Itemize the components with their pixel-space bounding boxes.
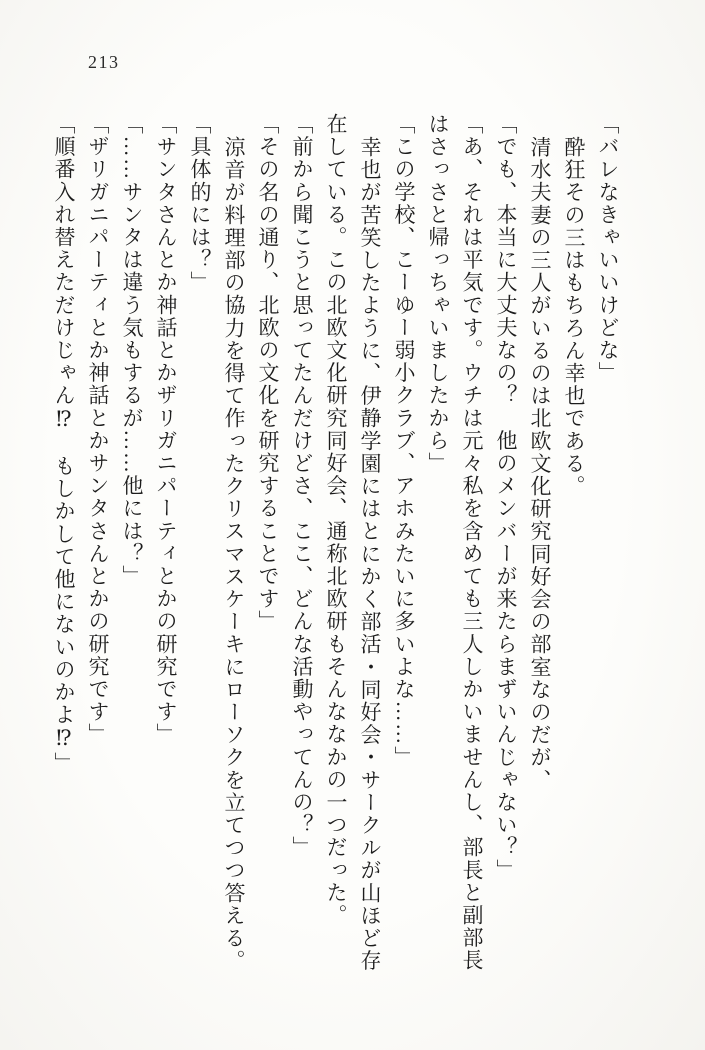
paragraph-narration: 幸也が苦笑したように、伊静学園にはとにかく部活・同好会・サークルが山ほど存在している。この北欧文化研究同好会、通称北欧研もそんななかの一つだった。 [324,113,382,972]
paragraph-dialogue: 「順番入れ替えただけじゃん⁉ もしかして他にないのかよ⁉」 [52,113,76,775]
paragraph-dialogue: 「でも、本当に大丈夫なの？ 他のメンバーが来たらまずいんじゃない？」 [494,113,518,882]
paragraph-dialogue: 「バレなきゃいいけどな」 [596,113,620,385]
paragraph-dialogue: 「前から聞こうと思ってたんだけどさ、ここ、どんな活動やってんの？」 [290,113,314,859]
paragraph-narration: 涼音が料理部の協力を得て作ったクリスマスケーキにローソクを立てつつ答える。 [222,135,246,972]
paragraph-dialogue: 「あ、それは平気です。ウチは元々私を含めても三人しかいませんし、部長と副部長はさっさと帰っちゃいましたから」 [426,113,484,972]
paragraph-dialogue: 「ザリガニパーティとか神話とかサンタさんとかの研究です」 [86,113,110,746]
paragraph-dialogue: 「この学校、こーゆー弱小クラブ、アホみたいに多いよな……」 [392,113,416,769]
paragraph-dialogue: 「サンタさんとか神話とかザリガニパーティとかの研究です」 [154,113,178,746]
paragraph-narration: 清水夫妻の三人がいるのは北欧文化研究同好会の部室なのだが、 [528,135,552,791]
text-block [47,113,625,975]
page-number: 213 [88,52,120,72]
paragraph-dialogue: 「その名の通り、北欧の文化を研究することです」 [256,113,280,633]
paragraph-dialogue: 「具体的には？」 [188,113,212,294]
paragraph-narration: 酔狂その三はもちろん幸也である。 [562,135,586,498]
paragraph-dialogue: 「……サンタは違う気もするが……他には？」 [120,113,144,588]
